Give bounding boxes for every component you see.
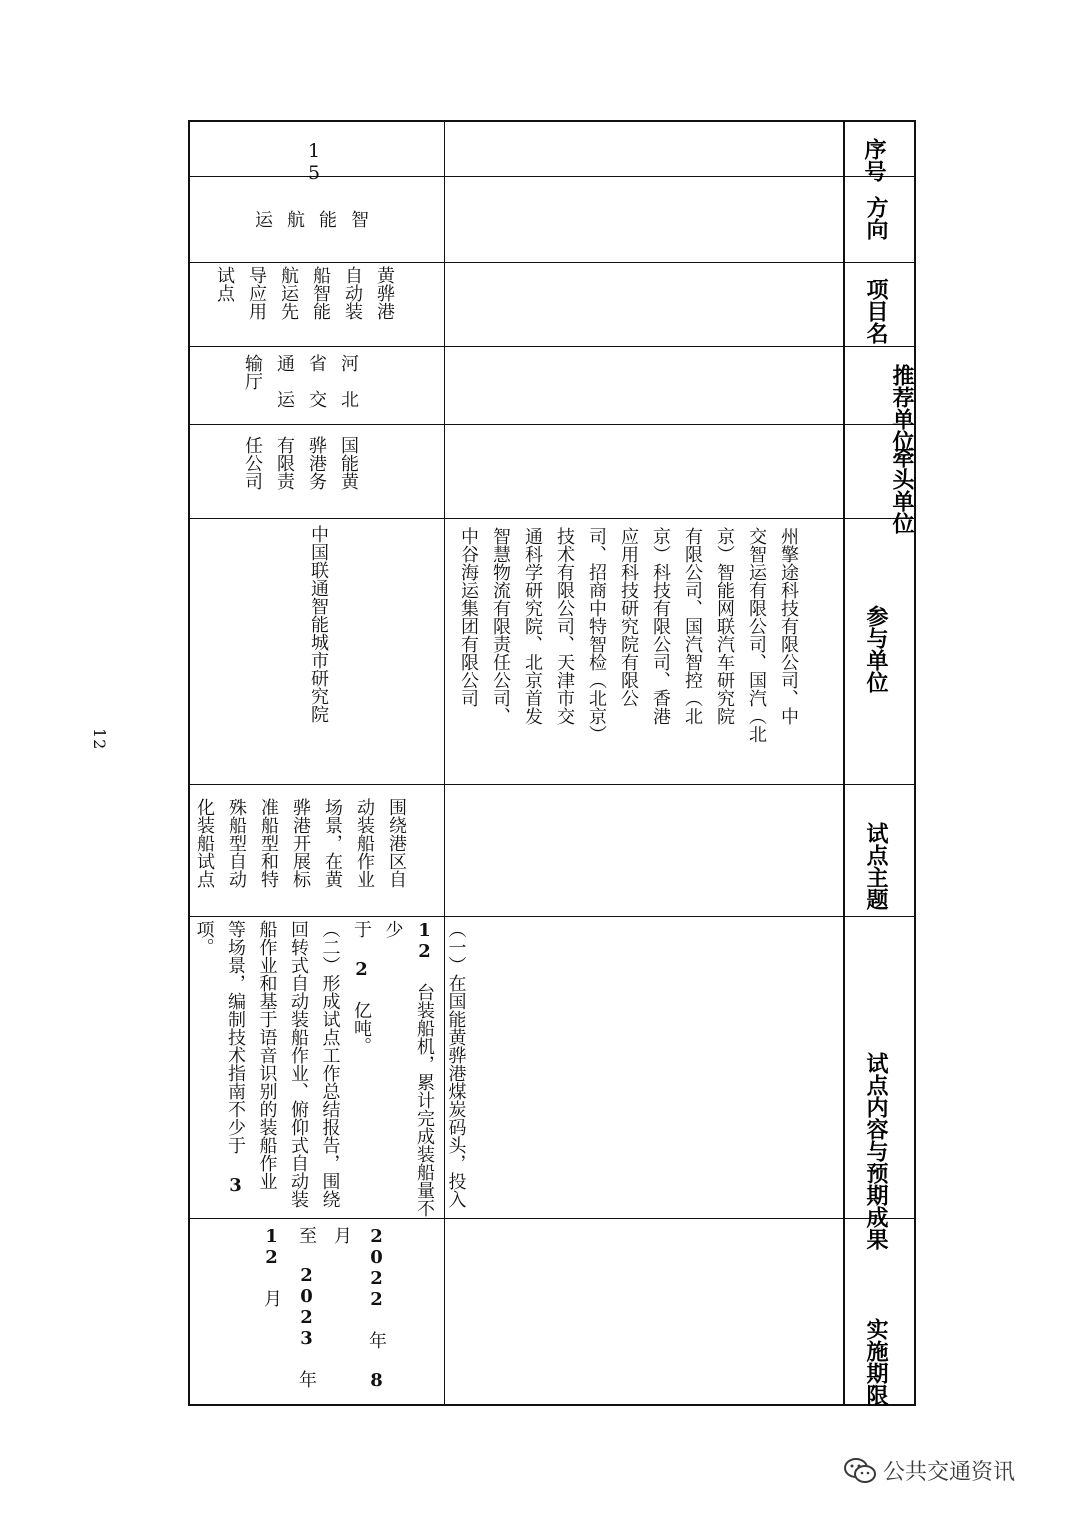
project-line: 自动装 [342, 266, 363, 320]
period-line: 至 2023 年 [296, 1226, 317, 1388]
direction-line: 能 [316, 210, 337, 228]
content-line: （二）形成试点工作总结报告，围绕 [319, 920, 341, 1208]
row-lead [236, 436, 364, 490]
header-participants: 参与单位 [863, 605, 888, 693]
prev-participants-line: 中谷海运集团有限公司 [458, 527, 479, 707]
content-line: （一）在国能黄骅港煤炭码头，投入 [445, 920, 467, 1208]
watermark [843, 1455, 1015, 1486]
wechat-icon [843, 1456, 877, 1486]
header-period: 实施期限 [863, 1318, 888, 1406]
watermark-text: 公共交通资讯 [883, 1460, 1016, 1485]
row-theme [188, 798, 412, 910]
content-line: 等场景，编制技术指南不少于 3 项。 [193, 920, 246, 1196]
prev-participants-line: 通科学研究院、北京首发 [522, 527, 543, 725]
theme-line: 围绕港区自 [386, 798, 407, 888]
theme-line: 动装船作业 [354, 798, 375, 888]
theme-line: 化装船试点 [194, 798, 215, 888]
header-lead: 牵头单位 [889, 446, 914, 534]
prev-participants-line: 京）科技有限公司、香港 [650, 527, 671, 725]
prev-participants-line: 有限公司、国汽智控（北 [682, 527, 703, 725]
theme-line: 场景，在黄 [322, 798, 343, 888]
prev-participants-line: 技术有限公司、天津市交 [554, 527, 575, 725]
direction-line: 运 [252, 210, 273, 228]
lead-line: 骅港务 [306, 436, 327, 490]
theme-line: 骅港开展标 [290, 798, 311, 888]
project-line: 导应用 [246, 266, 267, 320]
prev-participants-line: 智慧物流有限责任公司、 [490, 527, 511, 725]
row-participants [302, 525, 334, 723]
row-content [188, 920, 472, 1220]
theme-line: 准船型和特 [258, 798, 279, 888]
prev-participants-line: 司、招商中特智检（北京） [586, 527, 607, 743]
prev-row-participants [452, 527, 804, 767]
content-line: 12 台装船机，累计完成装船量不少 [382, 920, 435, 1217]
row-period [254, 1226, 394, 1396]
header-recommender: 推荐单位 [889, 364, 914, 452]
row-recommender [236, 354, 364, 408]
lead-line: 有限责 [274, 436, 295, 490]
prev-participants-line: 京）智能网联汽车研究院 [714, 527, 735, 725]
recommender-line: 输厅 [242, 354, 263, 390]
content-line: 船作业和基于语音识别的装船作业 [256, 920, 278, 1190]
recommender-line: 省 交 [306, 354, 327, 408]
lead-line: 国能黄 [338, 436, 359, 490]
project-line: 黄骅港 [374, 266, 395, 320]
project-line: 船智能 [310, 266, 331, 320]
prev-participants-line: 应用科技研究院有限公 [618, 527, 639, 707]
prev-participants-line: 交智运有限公司、国汽（北 [746, 527, 767, 743]
header-direction: 方向 [863, 196, 888, 240]
page-number: 12 [90, 728, 109, 751]
content-line: 回转式自动装船作业、俯仰式自动装 [288, 920, 309, 1208]
header-project: 项目名 [863, 278, 888, 344]
header-content: 试点内容与预期成果 [863, 1052, 888, 1250]
direction-line: 航 [284, 210, 305, 228]
period-line: 12 月 [261, 1226, 282, 1307]
direction-line: 智 [348, 210, 369, 228]
header-seq: 序号 [861, 138, 886, 182]
header-theme: 试点主题 [863, 822, 888, 910]
content-line: 于 2 亿吨。 [351, 920, 372, 1055]
prev-participants-line: 州擎途科技有限公司、中 [778, 527, 799, 725]
theme-line: 殊船型自动 [226, 798, 247, 888]
participants-line: 中国联通智能城市研究院 [308, 525, 329, 723]
project-line: 试点 [214, 266, 235, 302]
project-line: 航运先 [278, 266, 299, 320]
row-seq: 15 [303, 140, 325, 184]
row-project [208, 266, 400, 320]
row-direction [246, 210, 374, 228]
recommender-line: 河 北 [338, 354, 359, 408]
lead-line: 任公司 [242, 436, 263, 490]
recommender-line: 通 运 [274, 354, 295, 408]
period-line: 2022 年 8 月 [331, 1226, 387, 1391]
